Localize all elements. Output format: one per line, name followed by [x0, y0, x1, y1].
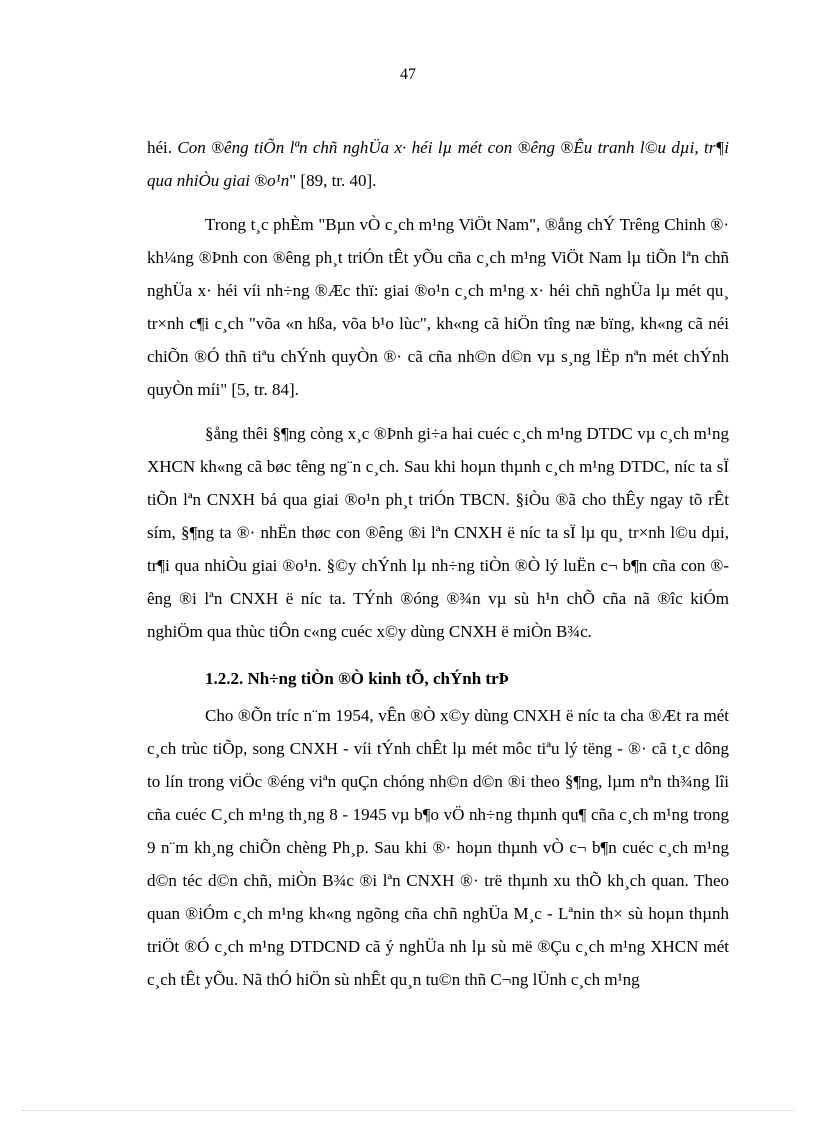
- page-number: 47: [400, 66, 416, 83]
- section-heading: 1.2.2. Nh÷ng tiÒn ®Ò kinh tÕ, chÝnh trÞ: [205, 669, 509, 688]
- paragraph-1-quote: Con ®êng tiÕn lªn chñ nghÜa x· héi lµ mét con ®êng ®Êu tranh l©u dµi, tr¶i qua nhiÒu giai ®o¹n: [147, 138, 729, 190]
- paragraph-2: Trong t¸c phÈm "Bµn vÒ c¸ch m¹ng ViÖt Nam", ®ång chÝ Trêng Chinh ®· kh¼ng ®Þnh con ®êng ph¸t triÓn tÊt yÕu cña c¸ch m¹ng ViÖt Nam lµ tiÕn lªn chñ nghÜa x· héi víi nh÷ng ®Æc thï: giai ®o¹n c¸ch m¹ng x· héi chñ nghÜa lµ mét qu¸ tr×nh c¶i c¸ch "võa «n hßa, võa b¹o lùc", kh«ng cã hiÖn tîng næ bïng, kh«ng cã néi chiÕn ®Ó thñ tiªu chÝnh quyÒn ®· cã cña nh©n d©n vµ s¸ng lËp nªn mét chÝnh quyÒn míi" [5, tr. 84].: [147, 215, 729, 399]
- page-bottom-divider: [22, 1110, 794, 1111]
- paragraph-1: [147, 131, 729, 197]
- paragraph-4: Cho ®Õn tríc n¨m 1954, vÊn ®Ò x©y dùng CNXH ë níc ta cha ®Æt ra mét c¸ch trùc tiÕp, song CNXH - víi tÝnh chÊt lµ mét môc tiªu lý tëng - ®· cã t¸c dông to lín trong viÖc ®éng viªn quÇn chóng nh©n d©n ®i theo §¶ng, lµm nªn th¾ng lîi cña cuéc C¸ch m¹ng th¸ng 8 - 1945 vµ b¶o vÖ nh÷ng thµnh qu¶ cña c¸ch m¹ng trong 9 n¨m kh¸ng chiÕn chèng Ph¸p. Sau khi ®· hoµn thµnh vÒ c¬ b¶n cuéc c¸ch m¹ng d©n téc d©n chñ, miÒn B¾c ®i lªn CNXH ®· trë thµnh xu thÕ kh¸ch quan. Theo quan ®iÓm c¸ch m¹ng kh«ng ngõng cña chñ nghÜa M¸c - Lªnin th× sù hoµn thµnh triÖt ®Ó c¸ch m¹ng DTDCND cã ý nghÜa nh lµ sù më ®Çu c¸ch m¹ng XHCN mét c¸ch tÊt yÕu. Nã thÓ hiÖn sù nhÊt qu¸n tu©n thñ C¬ng lÜnh c¸ch m¹ng: [147, 706, 729, 989]
- paragraph-1-intro: héi.: [147, 138, 178, 157]
- paragraph-1-citation: " [89, tr. 40].: [289, 171, 377, 190]
- document-body: [147, 131, 729, 1007]
- paragraph-3: §ång thêi §¶ng còng x¸c ®Þnh gi÷a hai cuéc c¸ch m¹ng DTDC vµ c¸ch m¹ng XHCN kh«ng cã bøc têng ng¨n c¸ch. Sau khi hoµn thµnh c¸ch m¹ng DTDC, níc ta sÏ tiÕn lªn CNXH bá qua giai ®o¹n ph¸t triÓn TBCN. §iÒu ®ã cho thÊy ngay tõ rÊt sím, §¶ng ta ®· nhËn thøc con ®êng ®i lªn CNXH ë níc ta sÏ lµ qu¸ tr×nh l©u dµi, tr¶i qua nhiÒu giai ®o¹n. §©y chÝnh lµ nh÷ng tiÒn ®Ò lý luËn c¬ b¶n cña con ®êng ®i lªn CNXH ë níc ta. TÝnh ®óng ®¾n vµ sù h¹n chÕ cña nã ®îc kiÓm nghiÖm qua thùc tiÔn c«ng cuéc x©y dùng CNXH ë miÒn B¾c.: [147, 424, 729, 641]
